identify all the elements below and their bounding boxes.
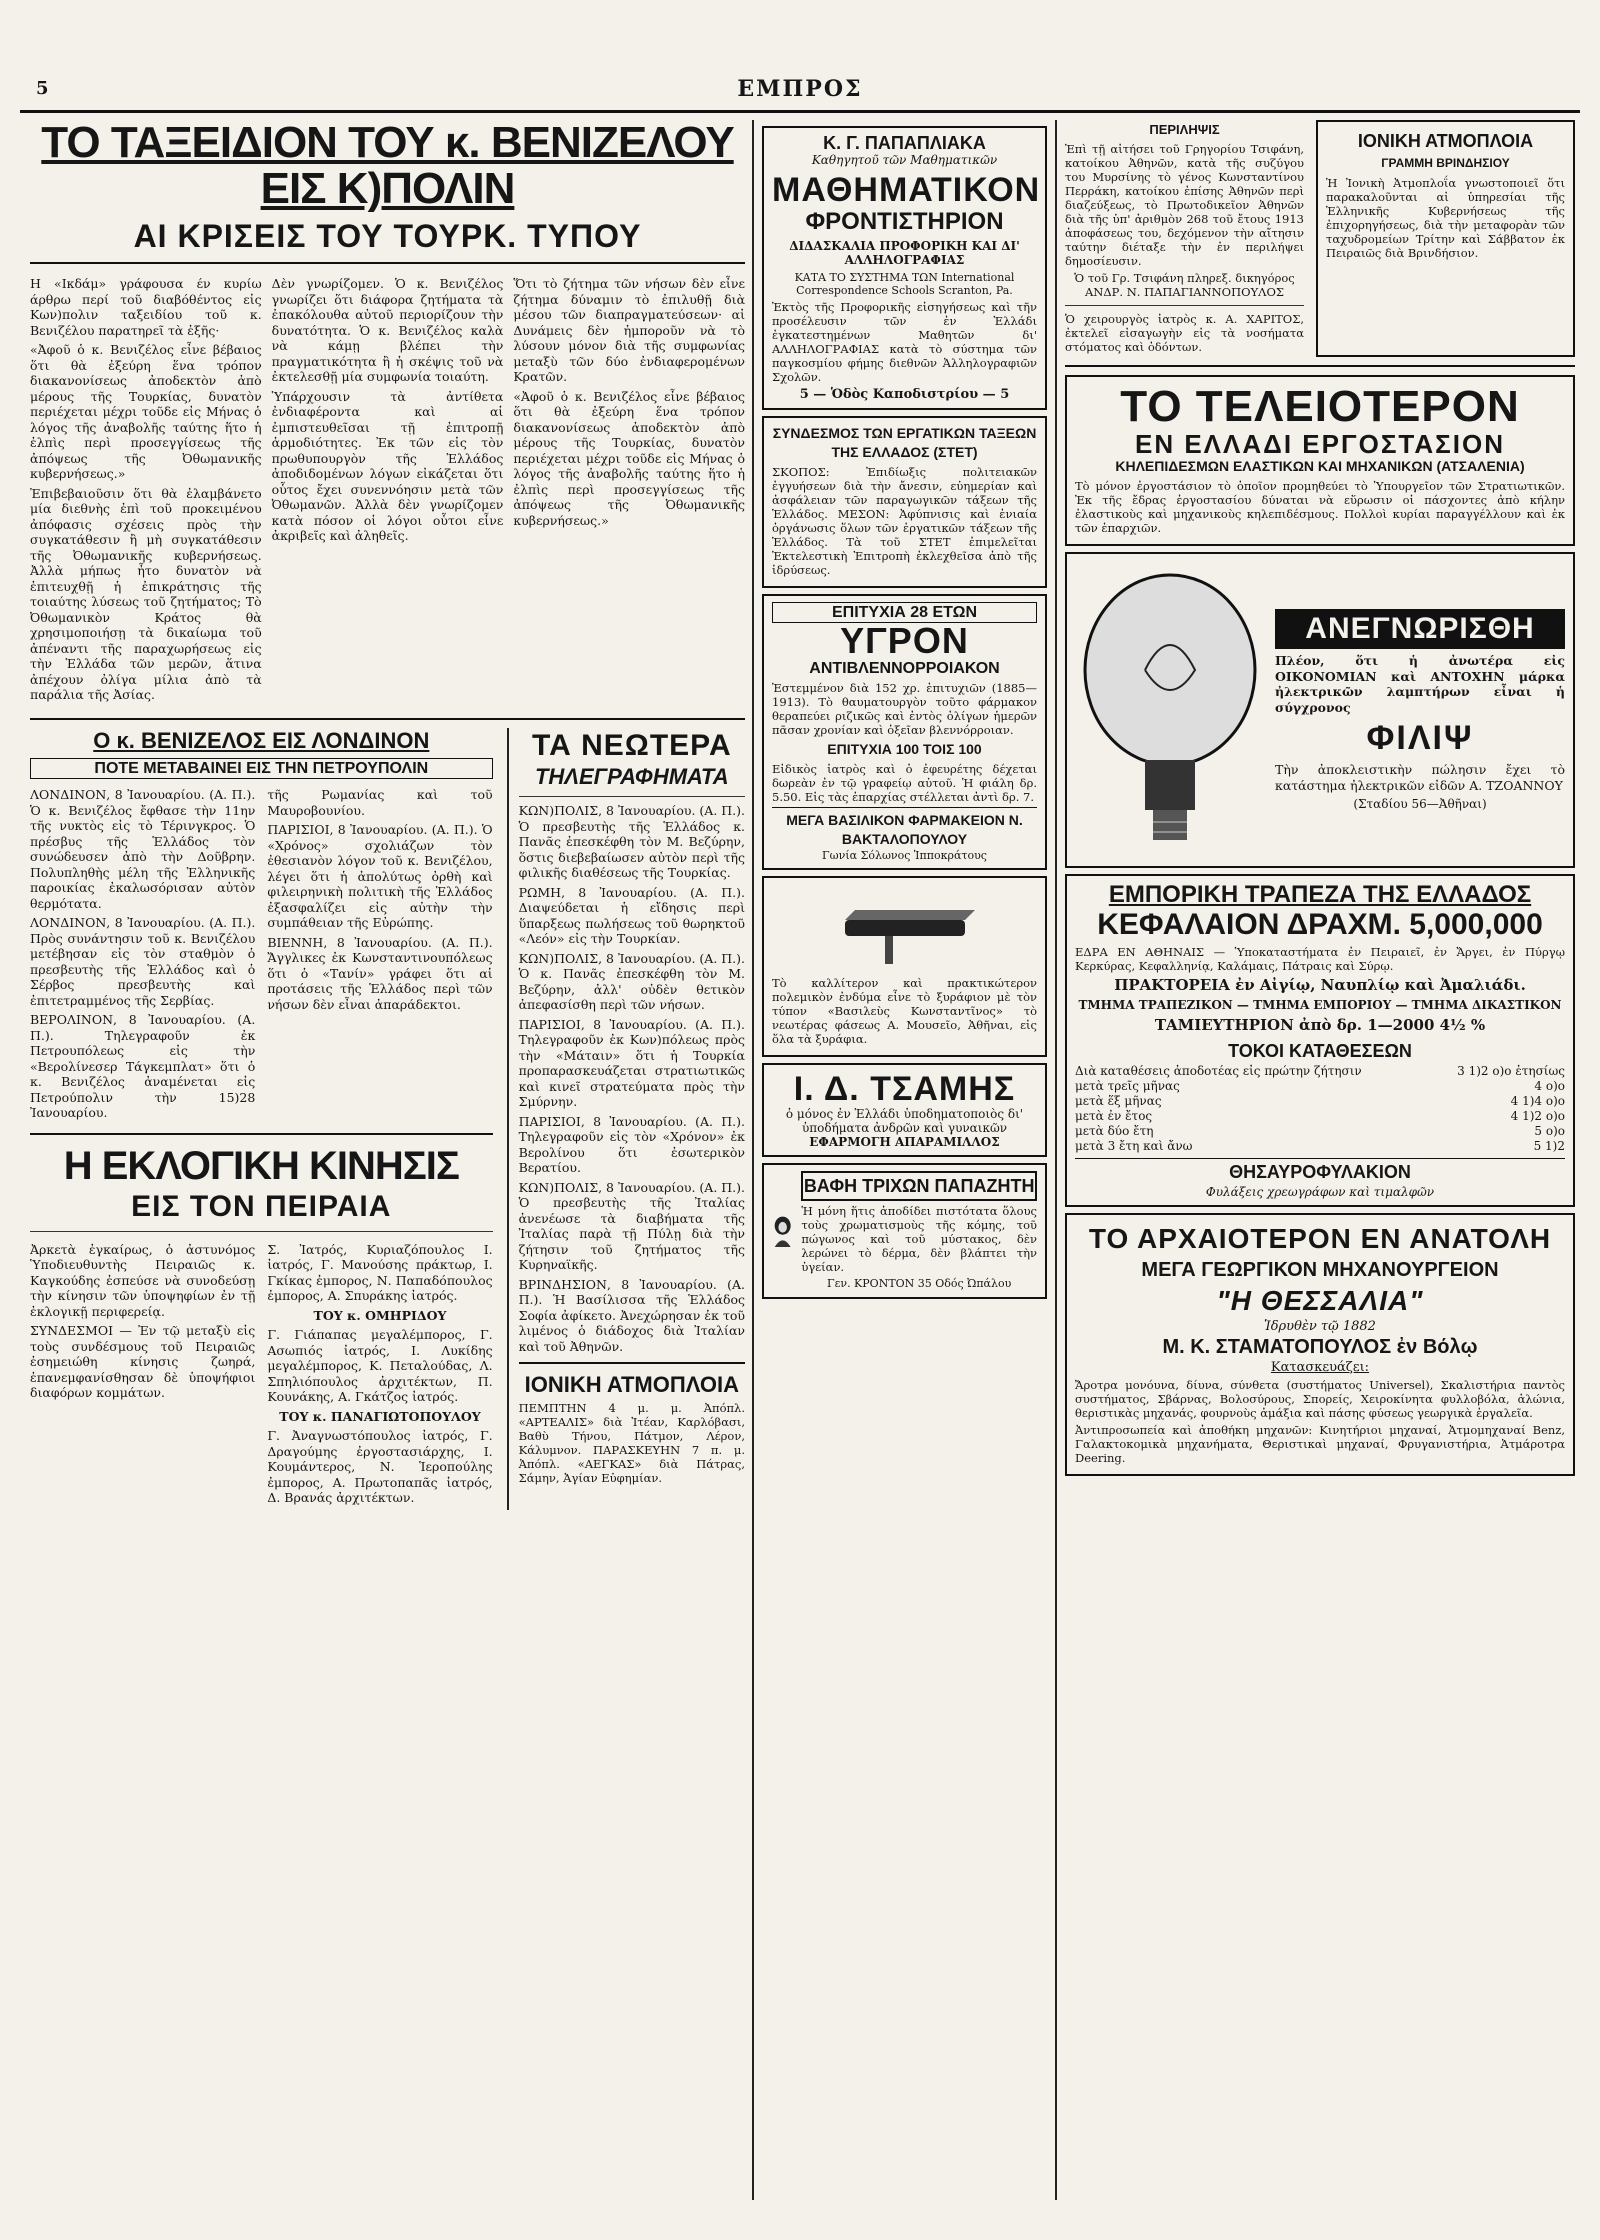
ad-math-name: Κ. Γ. ΠΑΠΑΠΛΙΑΚΑ — [823, 133, 986, 153]
subhead-piraeus: ΕΙΣ ΤΟΝ ΠΕΙΡΑΙΑ — [131, 1189, 392, 1223]
bank-rate-value: 3 1)2 o)o ἐτησίως — [1457, 1064, 1565, 1078]
ad-union-text: ΣΚΟΠΟΣ: Ἐπιδίωξις πολιτειακῶν ἐγγυήσεων διὰ τὴν ἄνεσιν, εὐημερίαν καὶ ἀσφάλειαν τῶν παραγωγικῶν τάξεων τῆς Ἑλλάδος. ΜΕΣΟΝ: Ἀφύπνισις καὶ ἐνιαία ὀργάνωσις ὅλων τῶν ἐργατικῶν τάξεων τῆς Ἑλλάδος. Τὰ τοῦ ΣΤΕΤ ἐπιμελεῖται Ἐκτελεστικὴ Ἐπιτροπὴ ἐκλεχθεῖσα ἀπὸ τῆς ἱδρύσεως. — [772, 465, 1037, 577]
ad-ionian-text: ΠΕΜΠΤΗΝ 4 μ. μ. Ἀπόπλ. «ΑΡΤΕΑΛΙΣ» διὰ Ἰτέαν, Καρλόβασι, Βαθὺ Τήνου, Πάτμον, Λέρον, Κάλυμνον. ΠΑΡΑΣΚΕΥΗΝ 7 π. μ. Ἀπόπλ. «ΑΕΓΚΑΣ» διὰ Πάτρας, Σάμην, Ἀγίαν Εὐφημίαν. — [518, 1401, 745, 1485]
notice-dentist: Ὁ χειρουργὸς ἰατρὸς κ. Α. ΧΑΡΙΤΟΣ, ἐκτελεῖ εἰσαγωγὴν εἰς τὰ νοσήματα στόματος καὶ ὀδόντων. — [1065, 312, 1304, 354]
paragraph: ΚΩΝ)ΠΟΛΙΣ, 8 Ἰανουαρίου. (Α. Π.). Ὁ πρεσβευτὴς τῆς Ἰταλίας ἀνενέωσε τὰ διαβήματα τῆς Ἰταλίας παρὰ τῇ Πύλῃ διὰ τὴν ζήτησιν τοῦ ζητήματος τῆς Κυρηναϊκῆς. — [518, 1179, 745, 1272]
machine-title: ΤΟ ΑΡΧΑΙΟΤΕΡΟΝ ΕΝ ΑΝΑΤΟΛΗ — [1088, 1223, 1552, 1254]
ad-med-text: Ἐστεμμένον διὰ 152 χρ. ἐπιτυχιῶν (1885—1913). Τὸ θαυματουργὸν τοῦτο φάρμακον θεραπεύει ριζικῶς καὶ ἐντὸς ὀλίγων ἡμερῶν πᾶσαν χρονίαν καὶ ὀξεῖαν βλεννόρροιαν. — [772, 681, 1037, 737]
ad-hair-text: Ἡ μόνη ἥτις ἀποδίδει πιστότατα ὅλους τοὺς χρωματισμοὺς τῆς κόμης, τοῦ πώγωνος καὶ τοῦ μύστακος, δὲν λερώνει τὸ δέρμα, δὲν βλάπτει τὴν ὑγείαν. — [801, 1204, 1037, 1274]
subhead-turkish-press: ΑΙ ΚΡΙΣΕΙΣ ΤΟΥ ΤΟΥΡΚ. ΤΥΠΟΥ — [133, 218, 642, 254]
ad-math-address: 5 — Ὁδὸς Καποδιστρίου — 5 — [799, 387, 1010, 402]
paragraph: ΠΑΡΙΣΙΟΙ, 8 Ἰανουαρίου. (Α. Π.). Τηλεγραφοῦν ἐκ Κων)πόλεως πρὸς τὴν «Μάταιν» ὅτι ἡ Τουρκία προπαρασκευάζεται στρατιωτικῶς καὶ κινεῖ στρατεύματα πρὸς τὴν Σμύρνην. — [518, 1016, 745, 1109]
ionian-title: ΙΟΝΙΚΗ ΑΤΜΟΠΛΟΙΑ — [1357, 131, 1534, 151]
ad-hair-dye — [762, 1163, 1047, 1299]
paragraph: «Ἀφοῦ ὁ κ. Βενιζέλος εἶνε βέβαιος ὅτι θὰ ἐξεύρη ἕνα τρόπον διακανονίσεως ἀποδεκτὸν ἀπὸ μέρους τῆς Τουρκίας, δυνατὸν περιέχεται μέχρι τοῦδε εἰς Μήνας ὁ λόγος τῆς ἀναβολῆς ταύτης ἥτο ἡ ἐλπὶς περὶ προσεγγίσεως τῆς ἀπόψεως τῆς Ὀθωμανικῆς κυβερνήσεως.» — [513, 388, 745, 528]
machine-founded: Ἱδρυθὲν τῷ 1882 — [1264, 1319, 1376, 1334]
paragraph: ΠΑΡΙΣΙΟΙ, 8 Ἰανουαρίου. (Α. Π.). Τηλεγραφοῦν εἰς τὸν «Χρόνον» ἐκ Βερολίνου ὅτι ἐσωτερικὸν Βερατίου. — [518, 1113, 745, 1175]
bank-rate-label: μετὰ δύο ἔτη — [1075, 1124, 1154, 1138]
paragraph: ΚΩΝ)ΠΟΛΙΣ, 8 Ἰανουαρίου. (Α. Π.). Ὁ πρεσβευτὴς τῆς Ἑλλάδος κ. Πανᾶς ἐπεσκέφθη τὸν Μ. Βεζύρην, ὅστις διεβεβαίωσεν αὐτὸν περὶ τῆς φιλικῆς διαθέσεως τῆς Τουρκίας. — [518, 803, 745, 880]
paragraph: ΣΥΝΔΕΣΜΟΙ — Ἐν τῷ μεταξὺ εἰς τοὺς συνδέσμους τοῦ Πειραιῶς ἐσημειώθη κίνησις ζωηρά, ἐπανεμφανίσθησαν δὲ ὑποψήφιοι διαφόρων κομμάτων. — [30, 1323, 256, 1400]
bank-rate-value: 5 o)o — [1534, 1124, 1565, 1138]
ad-med-sub: ΑΝΤΙΒΛΕΝΝΟΡΡΟΙΑΚΟΝ — [809, 660, 1000, 677]
paragraph: Δὲν γνωρίζομεν. Ὁ κ. Βενιζέλος γνωρίζει ὅτι διάφορα ζητήματα τὰ ἐπακόλουθα αὐτοῦ περιορίζουν τὴν δυνατότητα. Ὁ κ. Βενιζέλος καλὰ νὰ κάμῃ βλέπει τὴν πραγματικότητα ἢ ἡ σκέψις τοῦ νὰ ἐκτελεσθῇ μία συμφωνία τοιαύτη. — [271, 276, 504, 384]
bank-capital: ΚΕΦΑΛΑΙΟΝ ΔΡΑΧΜ. 5,000,000 — [1097, 908, 1543, 941]
bank-rate-value: 4 o)o — [1534, 1079, 1565, 1093]
paragraph: Ἐπιβεβαιοῦσιν ὅτι θὰ ἐλαμβάνετο μία διεθνὴς ἐπὶ τοῦ προκειμένου ἀπόφασις σχέσεις πρὸς τὴν συγκατάθεσιν ἢ μὴ συγκατάθεσιν τῆς Ὀθωμανικῆς κυβερνήσεως. Ἀλλὰ μήπως ἦτο δυνατὸν νὰ ἐπιτευχθῇ ἡ ἐπικράτησις τῆς τοιαύτης λύσεως τοῦ ζητήματος; Τὸ Ὀθωμανικὸν Κράτος θὰ χρησιμοποιήσῃ τὰ δικαίωμα τοῦ ἀπέναντι τῆς παραχωρήσεως εἰς τὴν Ἑλλάδα τῶν μερῶν, ἅτινα ἀπέχουν ὀλίγα μίλια ἀπὸ τὰ παράλια τῆς Ἀσίας. — [30, 485, 262, 702]
truss-sub2: ΚΗΛΕΠΙΔΕΣΜΩΝ ΕΛΑΣΤΙΚΩΝ ΚΑΙ ΜΗΧΑΝΙΚΩΝ (ΑΤΣΑΛΕΝΙΑ) — [1115, 458, 1525, 474]
ad-math-big2: ΦΡΟΝΤΙΣΤΗΡΙΟΝ — [805, 208, 1004, 235]
bank-line: ΕΔΡΑ ΕΝ ΑΘΗΝΑΙΣ — Ὑποκαταστήματα ἐν Πειραιεῖ, ἐν Ἄργει, ἐν Πύργῳ Κερκύρας, Κεφαλληνίᾳ, Καλάμαις, Πάτραις καὶ Σύρῳ. — [1075, 945, 1565, 973]
machine-name: "Η ΘΕΣΣΑΛΙΑ" — [1216, 1285, 1424, 1316]
ad-med-text2: Εἰδικὸς ἰατρὸς καὶ ὁ ἐφευρέτης δέχεται δωρεὰν ἐν τῷ γραφείῳ αὐτοῦ. Ἡ φιάλη δρ. 5.50. Εἰς τὰς ἐπαρχίας στέλλεται ἀντὶ δρ. 7. — [772, 762, 1037, 804]
paragraph: ΠΑΡΙΣΙΟΙ, 8 Ἰανουαρίου. (Α. Π.). Ὁ «Χρόνος» σχολιάζων τὸν ἐθεσιανὸν λόγον τοῦ κ. Βενιζέλου, λέγει ὅτι ἡ ἀπολύτως ὀρθὴ καὶ φιλειρηνικὴ πολιτικὴ τῆς Ἑλλάδος ἐξασφαλίζει εἰς αὐτὴν τὴν συμπάθειαν τῆς Εὐρώπης. — [267, 822, 493, 930]
notice-title: ΠΕΡΙΛΗΨΙΣ — [1149, 122, 1220, 137]
ionian-sub: ΓΡΑΜΜΗ ΒΡΙΝΔΗΣΙΟΥ — [1381, 156, 1510, 170]
article-body-3 — [30, 1238, 493, 1510]
bank-rate-label: μετὰ ἕξ μῆνας — [1075, 1094, 1162, 1108]
ad-commercial-bank — [1065, 874, 1575, 1207]
machine-owner: Μ. Κ. ΣΤΑΜΑΤΟΠΟΥΛΟΣ ἐν Βόλῳ — [1162, 1336, 1478, 1358]
philips-text2: Τὴν ἀποκλειστικὴν πώλησιν ἔχει τὸ κατάστημα ἠλεκτρικῶν εἰδῶν Α. ΤΖΟΑΝΝΟΥ — [1275, 762, 1565, 793]
bank-departments: ΤΜΗΜΑ ΤΡΑΠΕΖΙΚΟΝ — ΤΜΗΜΑ ΕΜΠΟΡΙΟΥ — ΤΜΗΜΑ ΔΙΚΑΣΤΙΚΟΝ — [1078, 998, 1562, 1012]
philips-text: Πλέον, ὅτι ἡ ἀνωτέρα εἰς ΟΙΚΟΝΟΜΙΑΝ καὶ ΑΝΤΟΧΗΝ μάρκα ἠλεκτρικῶν λαμπτήρων εἶναι ἡ σύγχρονος — [1275, 653, 1565, 715]
ad-ionian-line — [1316, 120, 1575, 357]
philips-brand: ΦΙΛΙΨ — [1366, 719, 1474, 757]
bank-rate-value: 4 1)4 o)o — [1510, 1094, 1565, 1108]
ad-machine-shop — [1065, 1213, 1575, 1476]
ad-math-system: ΚΑΤΑ ΤΟ ΣΥΣΤΗΜΑ ΤΩΝ International Correspondence Schools Scranton, Pa. — [794, 271, 1015, 297]
headline-latest: ΤΑ ΝΕΩΤΕΡΑ — [532, 729, 732, 762]
ad-med-title: ΕΠΙΤΥΧΙΑ 28 ΕΤΩΝ — [772, 602, 1037, 623]
ad-razor — [762, 876, 1047, 1057]
subhead-petersburg: ΠΟΤΕ ΜΕΤΑΒΑΙΝΕΙ ΕΙΣ ΤΗΝ ΠΕΤΡΟΥΠΟΛΙΝ — [30, 758, 493, 779]
newspaper-name: ΕΜΠΡΟΣ — [737, 76, 863, 102]
bank-rate-value: 5 1)2 — [1533, 1139, 1565, 1153]
ads-column-middle — [762, 120, 1047, 2200]
truss-title: ΤΟ ΤΕΛΕΙΟΤΕΡΟΝ — [1120, 382, 1520, 431]
ad-shoe-sub: ὁ μόνος ἐν Ἑλλάδι ὑποδηματοποιὸς δι' ὑποδήματα ἀνδρῶν καὶ γυναικῶν — [785, 1107, 1024, 1135]
column-rule — [1055, 120, 1057, 2200]
razor-icon — [825, 890, 985, 970]
paragraph: Σ. Ἰατρός, Κυριαζόπουλος Ι. ἰατρός, Γ. Μανούσης πράκτωρ, Ι. Γκίκας ἐμπορος, Ν. Παπαδόπουλος ἐμπορος, Α. Σπυράκης ἰατρός. — [267, 1241, 493, 1303]
headline-venizelos-london: Ο κ. ΒΕΝΙΖΕΛΟΣ ΕΙΣ ΛΟΝΔΙΝΟΝ — [93, 728, 430, 753]
ad-razor-text: Τὸ καλλίτερον καὶ πρακτικώτερον πολεμικὸν ἐνδύμα εἶνε τὸ ξυράφιον μὲ τὸν τύπον «Βασιλεὺς Κωνσταντῖνος» τὸ νεωτέρας φάσεως Α. Μουσεῖο, Ἀθῆναι, εἰς ὅλα τὰ ξυράφια. — [772, 976, 1037, 1046]
ad-shoemaker — [762, 1063, 1047, 1157]
machine-text: Ἄροτρα μονόυνα, δίυνα, σύνθετα (συστήματος Universel), Σκαλιστήρια παντὸς συστήματος, Σβάρνας, Βολοσύρους, Σπορείς, Χειροκίνητα φυλλοβόλα, ἁλώνια, θεριστικὰς μηχανάς, φουρνοὺς ἀμάξια καὶ πάσης φύσεως γεωργικὰ ἐργαλεῖα. — [1075, 1378, 1565, 1420]
paragraph: Η «Ικδάμ» γράφουσα έν κυρίω άρθρω περί τοῦ διαβόθέντος εἰς Κων)πολιν ταξειδίου τοῦ κ. Βενιζέλου παρατηρεῖ τὰ ἑξῆς· — [30, 276, 262, 338]
bank-rates-title: ΤΟΚΟΙ ΚΑΤΑΘΕΣΕΩΝ — [1228, 1041, 1412, 1061]
ad-med-address: Γωνία Σόλωνος Ἱπποκράτους — [822, 849, 987, 862]
philips-title: ΑΝΕΓΝΩΡΙΣΘΗ — [1275, 609, 1565, 649]
notice-signature: Ὁ τοῦ Γρ. Τσιφάνη πληρεξ. δικηγόρος ΑΝΔΡ. Ν. ΠΑΠΑΓΙΑΝΝΟΠΟΥΛΟΣ — [1074, 271, 1295, 299]
bank-rate-label: μετὰ 3 ἔτη καὶ ἄνω — [1075, 1139, 1193, 1153]
ad-math-text: Ἐκτὸς τῆς Προφορικῆς εἰσηγήσεως καὶ τῆν προσέλευσιν τῶν ἐν Ἑλλάδι ἐγκατεστημένων Μαθητῶν δι' ΑΛΛΗΛΟΓΡΑΦΙΑΣ κατὰ τὸ σύστημα τῶν παγκοσμίου φήμης διεθνῶν Ἀλληλογραφιῶν Σχολῶν. — [772, 300, 1037, 384]
paragraph: τῆς Ρωμανίας καὶ τοῦ Μαυροβουνίου. — [267, 787, 493, 818]
bank-rate-row — [1075, 1079, 1565, 1094]
woman-portrait-icon — [772, 1171, 793, 1291]
bank-rate-label: μετὰ τρεῖς μῆνας — [1075, 1079, 1180, 1093]
bank-rate-row — [1075, 1094, 1565, 1109]
byline: ΤΟΥ κ. ΠΑΝΑΓΙΩΤΟΠΟΥΛΟΥ — [279, 1408, 481, 1424]
bank-rates-list — [1075, 1079, 1565, 1154]
paragraph: ΛΟΝΔΙΝΟΝ, 8 Ἰανουαρίου. (Α. Π.). Πρὸς συνάντησιν τοῦ κ. Βενιζέλου μετέβησαν εἰς τὸν σταθμὸν ὁ πρεσβευτὴς τῆς Ἑλλάδος καὶ ὁ Σέρβος πρεσβευτὴς καὶ ἐπιτετραμμένος τῆς Σερβίας. — [30, 915, 256, 1008]
ad-shoe-line: ΕΦΑΡΜΟΓΗ ΑΠΑΡΑΜΙΛΛΟΣ — [809, 1135, 1000, 1149]
paragraph: ΡΩΜΗ, 8 Ἰανουαρίου. (Α. Π.). Διαψεύδεται ἡ εἴδησις περὶ ὕπαρξεως πωλήσεως τοῦ θωρηκτοῦ «Λεόν» εἰς τὴν Τουρκίαν. — [518, 884, 745, 946]
ad-math-tutoring — [762, 126, 1047, 410]
bank-vault-sub: Φυλάξεις χρεωγράφων καὶ τιμαλφῶν — [1205, 1185, 1435, 1199]
bank-rate-row — [1075, 1109, 1565, 1124]
paragraph: ΒΡΙΝΔΗΣΙΟΝ, 8 Ἰανουαρίου. (Α. Π.). Ἡ Βασίλισσα τῆς Ἑλλάδος Σοφία ἀφίκετο. Ἀνεχώρησαν ἐκ τοῦ λιμένος ὁ διάδοχος διὰ Ἰταλίαν καὶ τοῦ Ἀθηνῶν. — [518, 1276, 745, 1354]
ad-union-title: ΣΥΝΔΕΣΜΟΣ ΤΩΝ ΕΡΓΑΤΙΚΩΝ ΤΑΞΕΩΝ ΤΗΣ ΕΛΛΑΔΟΣ (ΣΤΕΤ) — [772, 425, 1037, 460]
machine-makes: Κατασκευάζει: — [1270, 1360, 1370, 1375]
news-telegrams — [507, 728, 745, 1510]
page-number: 5 — [36, 78, 49, 99]
ads-column-right — [1065, 120, 1575, 2200]
ad-ionian-title: ΙΟΝΙΚΗ ΑΤΜΟΠΛΟΙΑ — [524, 1372, 739, 1397]
ad-workers-union — [762, 416, 1047, 588]
ad-med-big: ΥΓΡΟΝ — [840, 620, 969, 661]
ad-math-line: ΔΙΔΑΣΚΑΛΙΑ ΠΡΟΦΟΡΙΚΗ ΚΑΙ ΔΙ' ΑΛΛΗΛΟΓΡΑΦΙΑΣ — [789, 239, 1020, 267]
paragraph: ΒΙΕΝΝΗ, 8 Ἰανουαρίου. (Α. Π.). Ἄγγλικες ἐκ Κωνσταντινουπόλεως ὅτι ὁ «Τανίν» γράφει ὅτι αἱ προτάσεις τῆς Ἑλλάδος περὶ τῶν νήσων δὲν εἶναι ἀπαράδεκτοι. — [267, 934, 493, 1012]
truss-text: Τὸ μόνον ἐργοστάσιον τὸ ὁποῖον προμηθεύει τὸ Ὑπουργεῖον τῶν Στρατιωτικῶν. Ἐκ τῆς ἔδρας ἐργοστασίου δύναται νὰ εὕρωσιν οἱ πάσχοντες ἀπὸ κήλην ἐλαστικοὺς καὶ μηχανικοὺς κηλεπιδέσμους. Πολλοὶ κυρίαι παραγγέλλουν καὶ ἐκ τῶν ἐπαρχιῶν. — [1075, 479, 1565, 535]
ad-med-shop: ΜΕΓΑ ΒΑΣΙΛΙΚΟΝ ΦΑΡΜΑΚΕΙΟΝ Ν. ΒΑΚΤΑΛΟΠΟΥΛΟΥ — [772, 807, 1037, 849]
ad-math-subtitle: Καθηγητοῦ τῶν Μαθηματικῶν — [811, 153, 998, 167]
notices-row — [1065, 120, 1575, 357]
masthead — [20, 70, 1580, 113]
bank-rate-row — [1075, 1139, 1565, 1154]
paragraph: «Ἀφοῦ ὁ κ. Βενιζέλος εἶνε βέβαιος ὅτι θὰ ἐξεύρη ἕνα τρόπον διακανονίσεως ἀποδεκτὸν ἀπὸ μέρους τῆς Τουρκίας, δυνατὸν περιέχεται μέχρι τοῦδε εἰς Μήνας ὁ λόγος τῆς ἀναβολῆς ταύτης ἥτο ἡ ἐλπὶς περὶ προσεγγίσεως τῆς ἀπόψεως τῆς Ὀθωμανικῆς κυβερνήσεως.» — [30, 342, 262, 481]
paragraph: Ὅτι τὸ ζήτημα τῶν νήσων δὲν εἶνε ζήτημα δύναμιν τὸ ἐπιλυθῇ διὰ μέσου τῶν διαπραγματεύσεων· αἱ Δυνάμεις δὲν ἠμποροῦν νὰ τὸ λύσουν μόνον διὰ τῆς συμφωνίας μεταξὺ τῶν δύο ἐνδιαφερομένων Κρατῶν. — [513, 276, 745, 384]
bank-vault-title: ΘΗΣΑΥΡΟΦΥΛΑΚΙΟΝ — [1075, 1158, 1565, 1185]
column-rule — [752, 120, 754, 2200]
bank-title: ΕΜΠΟΡΙΚΗ ΤΡΑΠΕΖΑ ΤΗΣ ΕΛΛΑΔΟΣ — [1108, 881, 1532, 908]
left-section — [30, 120, 745, 2200]
article-body-1 — [30, 272, 745, 710]
byline: ΤΟΥ κ. ΟΜΗΡΙΔΟΥ — [313, 1307, 447, 1323]
bank-rate-label: Διὰ καταθέσεις ἀποδοτέας εἰς πρώτην ζήτησιν — [1075, 1064, 1362, 1078]
bank-rate-label: μετὰ ἐν ἔτος — [1075, 1109, 1153, 1123]
ad-hair-title: ΒΑΦΗ ΤΡΙΧΩΝ ΠΑΠΑΖΗΤΗ — [801, 1171, 1037, 1201]
ad-philips-lamps — [1065, 552, 1575, 868]
paragraph: Ὑπάρχουσιν τὰ ἀντίθετα ἐνδιαφέροντα καὶ αἱ ἐμπιστευθεῖσαι τῇ ἐπιτροπῇ ἀρμοδιότητες. Ἐκ τῶν εἰς τὸν πρωθυπουργὸν τῆς Ἑλλάδος ἀποδιδομένων λόγων εἰκάζεται ὅτι οὗτος ἔχει συνεννόησιν μετὰ τῶν Ὀθωμανῶν. Ἀλλὰ δὲν γνωρίζομεν κατὰ πόσον οἱ λόγοι οὗτοι εἶνε ἀκριβεῖς καὶ ἀληθεῖς. — [271, 388, 504, 543]
subhead-telegrams: ΤΗΛΕΓΡΑΦΗΜΑΤΑ — [534, 764, 729, 789]
paragraph: ΒΕΡΟΛΙΝΟΝ, 8 Ἰανουαρίου. (Α. Π.). Τηλεγραφοῦν ἐκ Πετρουπόλεως εἰς τὴν «Βερολίνεσερ Τάγκεμπλατ» ὅτι ὁ κ. Βενιζέλος ἀναμένεται εἰς Πετρούπολιν τὴν 15)28 Ἰανουαρίου. — [30, 1012, 256, 1120]
ad-medicine — [762, 594, 1047, 870]
bank-rate-row — [1075, 1064, 1565, 1079]
bank-rate-value: 4 1)2 o)o — [1510, 1109, 1565, 1123]
paragraph: Ἀρκετὰ ἐγκαίρως, ὁ ἀστυνόμος Ὑποδιευθυντὴς Πειραιῶς κ. Καγκούδης ἐσπεύσε νὰ συνοδεύσῃ τὴν κίνησιν τῶν ὑποψηφίων ἐν τῇ ἐκλογικῇ περιφερείᾳ. — [30, 1241, 256, 1319]
ad-med-success: ΕΠΙΤΥΧΙΑ 100 ΤΟΙΣ 100 — [827, 741, 982, 757]
ad-math-big: ΜΑΘΗΜΑΤΙΚΟΝ — [772, 171, 1041, 209]
philips-address: (Σταδίου 56—Ἀθῆναι) — [1353, 797, 1487, 811]
bank-agencies: ΠΡΑΚΤΟΡΕΙΑ ἐν Αἰγίῳ, Ναυπλίῳ καὶ Ἀμαλιάδι. — [1114, 976, 1526, 994]
light-bulb-icon — [1075, 560, 1265, 860]
headline-election: Η ΕΚΛΟΓΙΚΗ ΚΙΝΗΣΙΣ — [63, 1143, 459, 1188]
ad-hair-shop: Γεν. ΚΡΟΝΤΟΝ 35 Οδός Ὠπάλου — [827, 1277, 1012, 1290]
paragraph: ΛΟΝΔΙΝΟΝ, 8 Ἰανουαρίου. (Α. Π.). Ὁ κ. Βενιζέλος ἔφθασε τὴν 11ην τῆς νυκτὸς εἰς τὸ Τέρινγκρος. Ὁ πρέσβυς τῆς Ἑλλάδος τὸν συνώδευσεν ἀπὸ τὴν Δοῦβρην. Πολυπληθὴς μέλη τῆς Ἑλληνικῆς παροικίας ἐκαλωσόρισαν αὐτὸν θερμότατα. — [30, 787, 256, 911]
machine-text2: Ἀντιπροσωπεία καὶ ἀποθήκη μηχανῶν: Κινητήριοι μηχαναί, Ἀτμομηχαναί Benz, Γαλακτοκομικὰ μηχανήματα, Θεριστικαὶ μηχαναί, Φρυγανιστήρια, Ἀτμάροτρα Deering. — [1075, 1423, 1565, 1465]
headline-venizelos-trip: ΤΟ ΤΑΞΕΙΔΙΟΝ ΤΟΥ κ. ΒΕΝΙΖΕΛΟΥ ΕΙΣ Κ)ΠΟΛΙΝ — [41, 120, 734, 213]
bank-savings: ΤΑΜΙΕΥΤΗΡΙΟΝ ἀπὸ δρ. 1—2000 4½ % — [1154, 1016, 1486, 1034]
ad-shoe-name: Ι. Δ. ΤΣΑΜΗΣ — [793, 1070, 1016, 1108]
paragraph: Γ. Ἀναγνωστόπουλος ἰατρός, Γ. Δραγούμης ἐργοστασιάρχης, Ι. Κουμάντερος, Ν. Ἱεροπούλης ἐμπορος, Α. Πρωτοπαπᾶς ἰατρός, Δ. Βρανάς ἀρχιτέκτων. — [267, 1428, 493, 1505]
truss-sub: ΕΝ ΕΛΛΑΔΙ ΕΡΓΟΣΤΑΣΙΟΝ — [1135, 429, 1505, 459]
paragraph: Γ. Γιάπαπας μεγαλέμπορος, Γ. Ασωπιός ἰατρός, Ι. Λυκίδης μεγαλέμπορος, Κ. Πεταλούδας, Λ. Σπηλιόπουλος ἀρχιτέκτων, Π. Κουνάκης, Α. Γκάτζος ἰατρός. — [267, 1327, 493, 1404]
bank-rate-row — [1075, 1124, 1565, 1139]
machine-sub: ΜΕΓΑ ΓΕΩΡΓΙΚΟΝ ΜΗΧΑΝΟΥΡΓΕΙΟΝ — [1141, 1259, 1499, 1281]
article-body-2 — [30, 783, 493, 1125]
notice-text: Ἐπὶ τῇ αἰτήσει τοῦ Γρηγορίου Τσιφάνη, κατοίκου Ἀθηνῶν, κατὰ τῆς συζύγου του Μυρσίνης τὸ γένος Κωνσταντίνου Περράκη, κατοίκου ἐπίσης Ἀθηνῶν περὶ διαζεύξεως, τὸ Πρωτοδικεῖον Ἀθηνῶν διὰ τῆς ὑπ' ἀριθμὸν 268 τοῦ ἔτους 1913 ἀποφάσεως του, δεχόμενον τὴν αἴτησιν ταύτην διέταξε τὴν ἐν περιλήψει δημοσίευσιν. — [1065, 142, 1304, 268]
ad-truss-factory — [1065, 375, 1575, 546]
ionian-text: Ἡ Ἰονικὴ Ἀτμοπλοΐα γνωστοποιεῖ ὅτι παρακαλοῦνται αἱ ὑπηρεσίαι τῆς Ἑλληνικῆς Κυβερνήσεως τῆς ἐπιχορηγήσεως, διὰ τὴν μεταφορὰν τῶν ταχυδρομείων Τρίτην καὶ Σάββατον ἐκ Πειραιῶς διὰ Βρινδήσιον. — [1326, 176, 1565, 260]
paragraph: ΚΩΝ)ΠΟΛΙΣ, 8 Ἰανουαρίου. (Α. Π.). Ὁ κ. Πανᾶς ἐπεσκέφθη τὸν Μ. Βεζύρην, ἀλλ' οὐδὲν θετικὸν ἀπεφασίσθη περὶ τῶν νήσων. — [518, 950, 745, 1012]
